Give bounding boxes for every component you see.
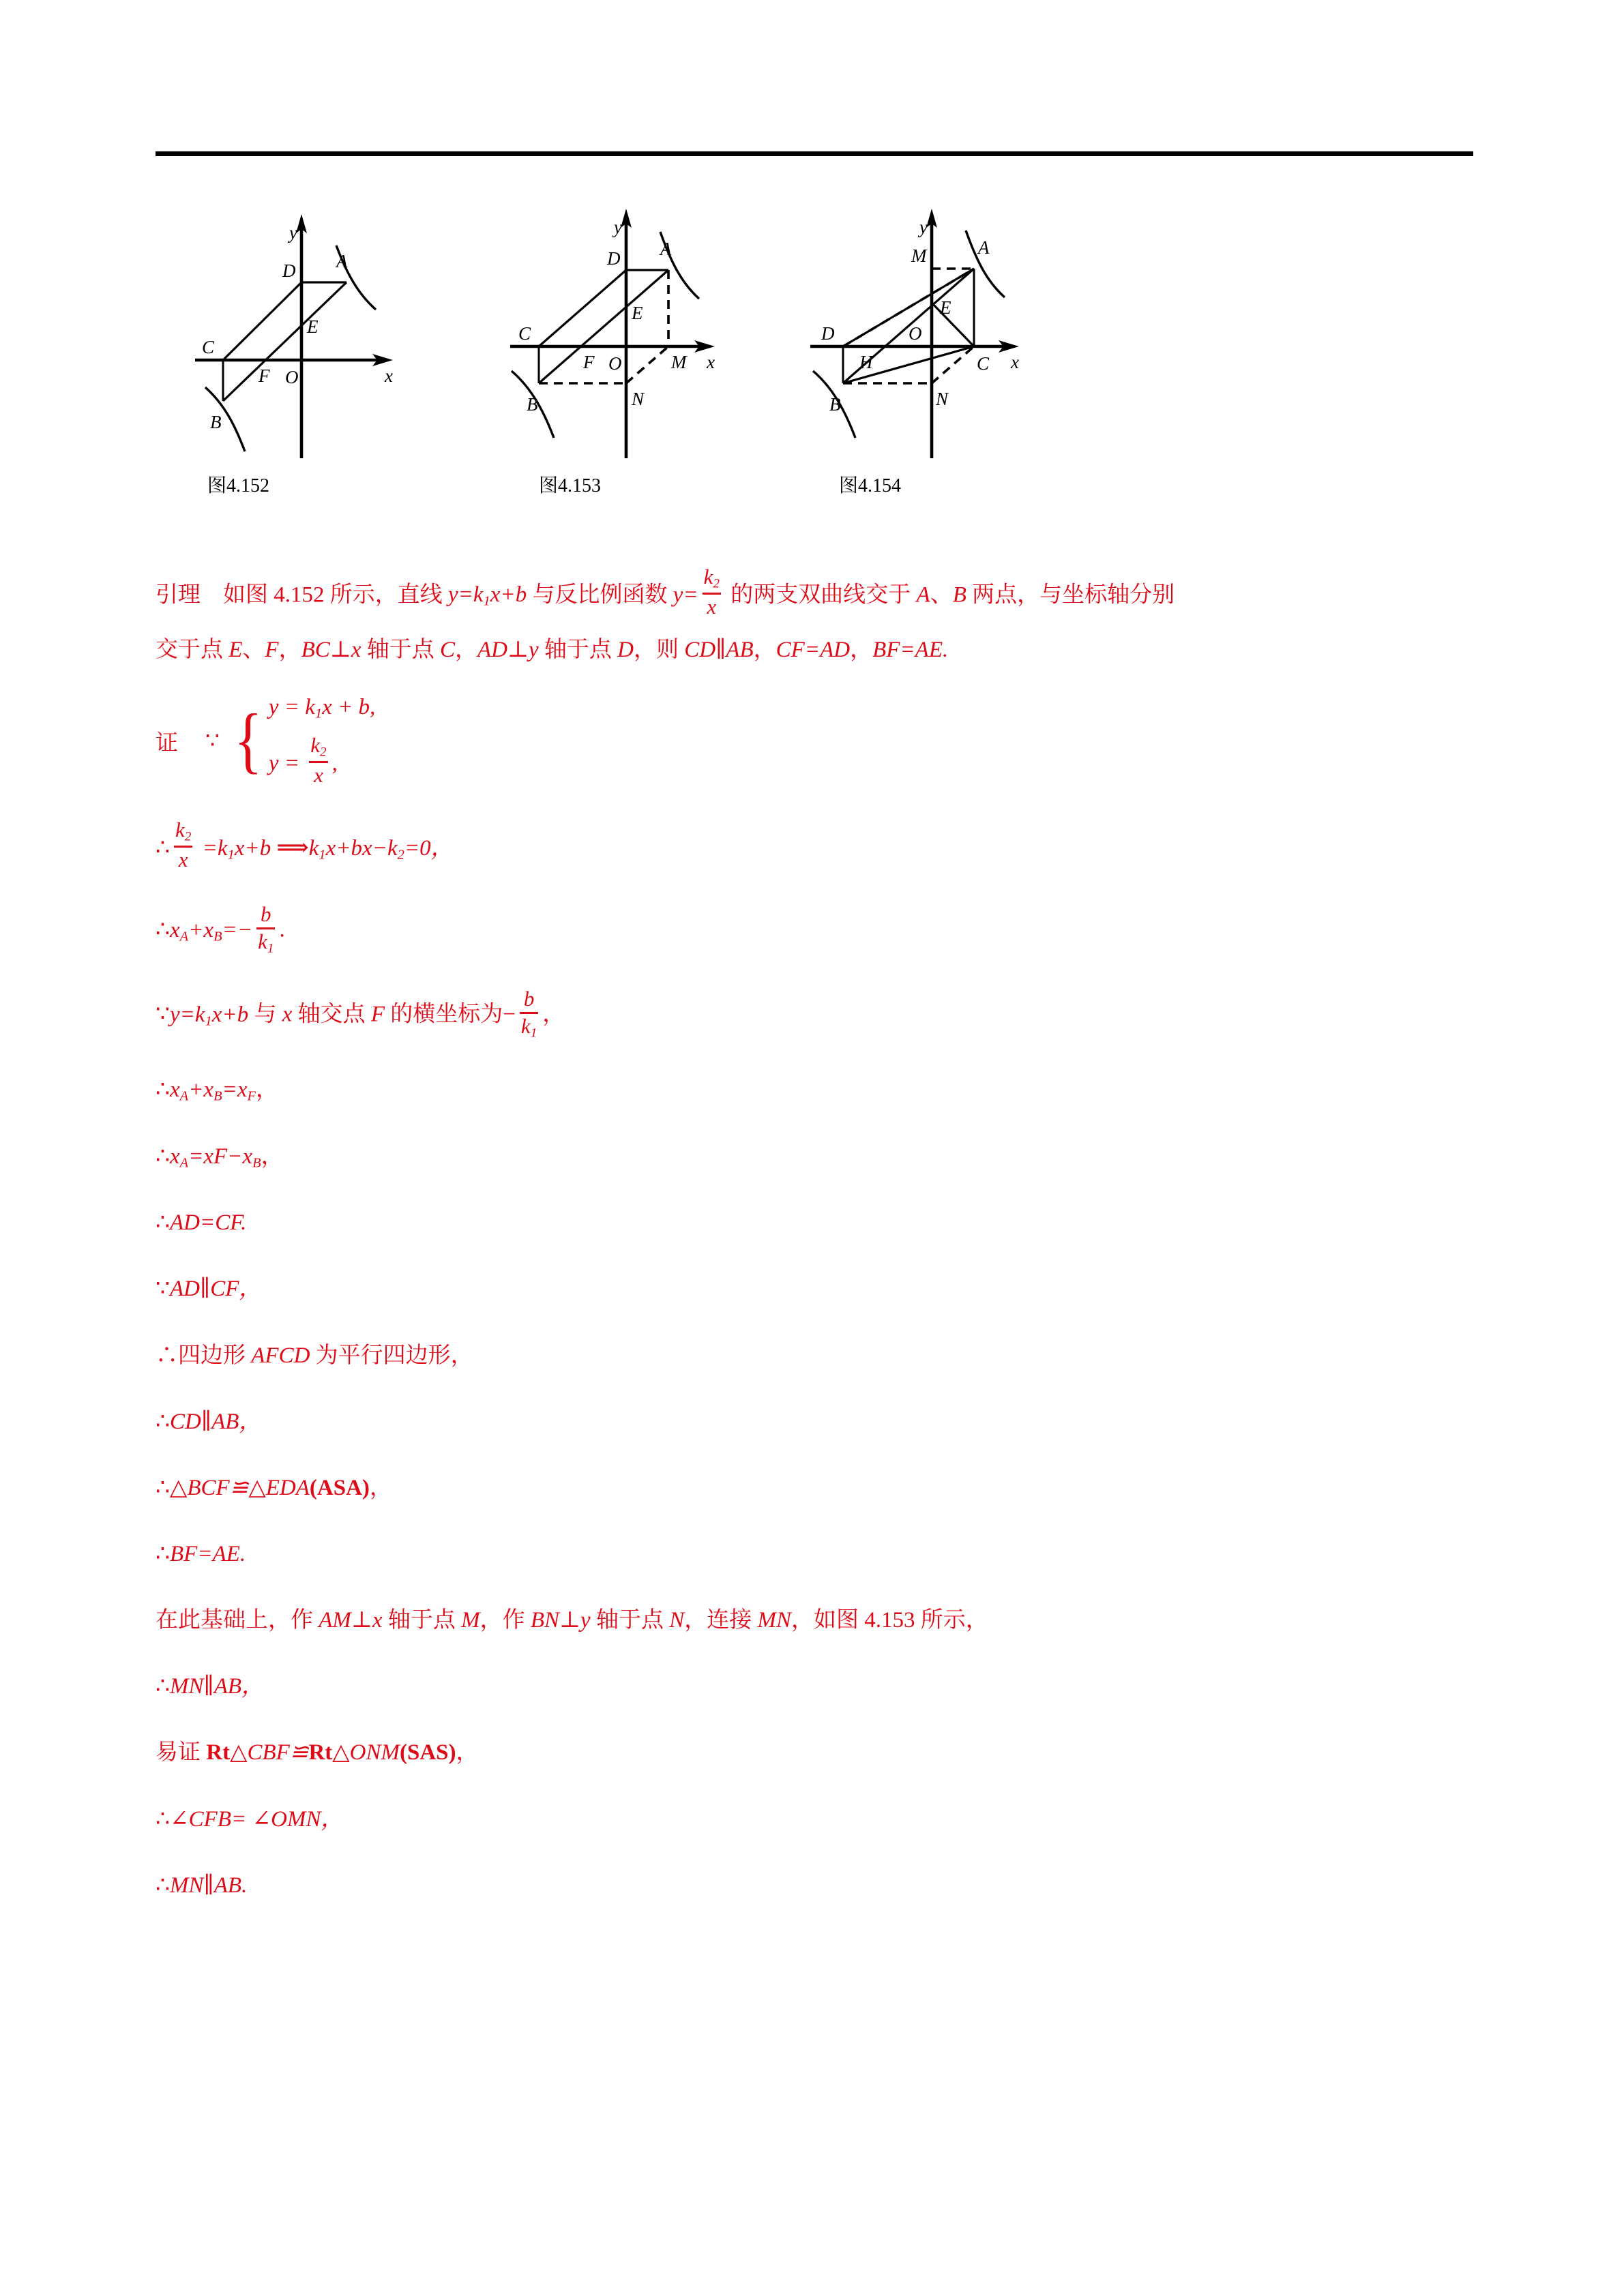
step-3-zh-c: 的横坐标为− (385, 1002, 516, 1027)
lemma-conclusion-2: CF=AD (776, 638, 851, 663)
step-12-text: MN∥AB， (170, 1674, 265, 1699)
step-5-marker: ∴ (156, 1144, 170, 1169)
system-row-2: y = $\frac{k_2}{x}$ , (268, 732, 338, 787)
system-brace: { (234, 700, 263, 781)
label-A: A (336, 251, 348, 271)
segment-CD (223, 282, 301, 360)
label-x-axis: x (707, 352, 715, 372)
step-12 (156, 1669, 1479, 1704)
lemma-point-B: B (952, 582, 966, 608)
lemma-text-1: 如图 4.152 所示，直线 (223, 582, 448, 608)
step-8-zh-post: 为平行四边形， (310, 1343, 473, 1368)
step-7 (156, 1272, 1479, 1307)
construction-zh-a: 在此基础上，作 (156, 1608, 319, 1633)
header-rule (156, 151, 1473, 156)
label-D: D (607, 248, 621, 269)
lemma-l2-i: ， (850, 638, 873, 663)
lemma-text-5: 两点，与坐标轴分别 (966, 582, 1175, 608)
step-9-marker: ∴ (156, 1409, 170, 1434)
step-11-text: BF=AE. (170, 1542, 246, 1566)
proof-word: 证 (156, 730, 178, 756)
lemma-paragraph (156, 566, 1479, 618)
step-4 (156, 1073, 1479, 1107)
label-F: F (259, 366, 270, 386)
lemma-perp-ad: AD⊥y (477, 638, 539, 663)
step-6-marker: ∴ (156, 1210, 170, 1236)
step-3-fraction: $\frac{b}{k_1}$ (520, 987, 537, 1041)
label-A: A (660, 239, 672, 259)
step-5-tail: ， (261, 1144, 284, 1169)
step-10-criterion: (ASA) (309, 1475, 370, 1500)
proof-body (156, 566, 1479, 1903)
step-15 (156, 1868, 1479, 1903)
lemma-sep-1: 、 (930, 582, 953, 608)
label-y-axis: y (614, 217, 622, 237)
lemma-l2-f: 轴于点 (538, 638, 618, 663)
step-13-zh-pre: 易证 (156, 1740, 207, 1765)
step-13 (156, 1735, 1479, 1770)
label-A: A (978, 237, 990, 258)
step-2-tail: . (279, 917, 285, 942)
step-3-pre: $y=k_1x+b$ (170, 1002, 249, 1029)
step-3 (156, 988, 1479, 1040)
figure-4-153-caption: 图4.153 (539, 475, 602, 496)
label-B: B (829, 394, 841, 415)
proof-system-block (156, 695, 1479, 786)
step-5 (156, 1139, 1479, 1174)
label-x-axis: x (385, 366, 393, 386)
figure-4-153-graphic (505, 185, 798, 472)
construction-bn-perp: BN⊥y (530, 1608, 591, 1633)
step-8-marker: ∴ (156, 1343, 178, 1368)
label-y-axis: y (289, 222, 297, 243)
label-E: E (632, 303, 643, 323)
construction-zh-e: ，连接 (684, 1608, 758, 1633)
step-13-tail: ， (456, 1740, 479, 1765)
lemma-point-C: C (439, 638, 455, 663)
step-3-zh-a: 与 (248, 1002, 282, 1027)
step-3-point-F: F (370, 1002, 385, 1027)
step-13-tri-a: △CBF≌ (230, 1740, 309, 1765)
step-2-marker: ∴ (156, 917, 170, 942)
step-11-marker: ∴ (156, 1542, 170, 1566)
lemma-fraction-k2-over-x: $\frac{k_2}{x}$ (703, 565, 720, 618)
step-9-text: CD∥AB， (170, 1409, 262, 1434)
label-x-axis: x (1011, 352, 1019, 372)
step-3-tail: ， (542, 1002, 565, 1027)
construction-segment-MN: MN (757, 1608, 791, 1633)
step-10 (156, 1471, 1479, 1506)
step-1 (156, 819, 1479, 871)
step-7-marker: ∵ (156, 1277, 170, 1302)
step-12-marker: ∴ (156, 1674, 170, 1699)
segment-EC (932, 303, 974, 346)
step-10-congruence: △BCF≌△EDA (170, 1475, 310, 1500)
segment-CD (539, 270, 626, 346)
step-13-rt-b: Rt (308, 1740, 333, 1765)
step-10-tail: ， (369, 1475, 392, 1500)
step-1-implies: ⟹ (276, 835, 309, 861)
step-1-tail-b: $k_1x+bx-k_2=0$， (308, 835, 454, 863)
label-D: D (821, 323, 835, 344)
lemma-l2-e: ， (454, 638, 477, 663)
step-8 (156, 1339, 1479, 1373)
figure-4-153 (505, 185, 798, 513)
lemma-l2-d: 轴于点 (361, 638, 440, 663)
step-2-lhs: $x_A+x_B=-$ (170, 917, 253, 944)
step-2 (156, 904, 1479, 955)
label-y-axis: y (919, 217, 928, 237)
figure-4-154-graphic (805, 185, 1098, 472)
construction-am-perp: AM⊥x (319, 1608, 383, 1633)
lemma-point-A: A (916, 582, 930, 608)
system-row-1: $y = k_1x + b$, (268, 695, 376, 721)
figure-row (156, 185, 1473, 513)
lemma-paragraph-line2 (156, 633, 1479, 668)
step-9 (156, 1405, 1479, 1440)
lemma-eq-line: $y=k_1x+b$ (448, 582, 527, 610)
figure-4-154-caption: 图4.154 (839, 475, 902, 496)
construction-zh-c: ，作 (479, 1608, 531, 1633)
lemma-l2-b: 、 (242, 638, 265, 663)
step-1-marker: ∴ (156, 835, 170, 861)
step-15-marker: ∴ (156, 1873, 170, 1898)
lemma-conclusion-3: BF=AE. (872, 638, 949, 663)
lemma-point-F: F (265, 638, 279, 663)
label-N: N (936, 389, 949, 409)
label-D: D (282, 260, 296, 281)
because-symbol: ∵ (205, 729, 220, 754)
segment-MN-dashed (626, 346, 668, 383)
step-14-text: ∠CFB= ∠OMN， (170, 1806, 344, 1832)
step-4-marker: ∴ (156, 1077, 170, 1103)
step-6 (156, 1206, 1479, 1240)
step-10-marker: ∴ (156, 1475, 170, 1500)
label-F: F (583, 352, 595, 372)
step-4-tail: ， (255, 1077, 278, 1103)
label-O: O (608, 353, 622, 374)
lemma-point-D: D (617, 638, 634, 663)
system-fraction-k2-over-x: $\frac{k_2}{x}$ (310, 732, 327, 787)
step-13-tri-b: △ONM (332, 1740, 400, 1765)
label-B: B (527, 394, 538, 415)
construction-point-M: M (461, 1608, 480, 1633)
step-13-rt-a: Rt (206, 1740, 231, 1765)
step-4-expr: $x_A+x_B=x_F$ (170, 1077, 256, 1105)
step-14-marker: ∴ (156, 1806, 170, 1832)
step-2-fraction: $\frac{b}{k_1}$ (258, 902, 274, 956)
label-H: H (859, 352, 873, 372)
lemma-label: 引理 (156, 582, 201, 608)
label-C: C (202, 337, 215, 357)
figure-4-152-graphic (168, 185, 461, 472)
construction-line (156, 1603, 1479, 1638)
label-N: N (632, 389, 645, 409)
lemma-text-3: 的两支双曲线交于 (725, 582, 917, 608)
label-M: M (671, 352, 687, 372)
step-15-text: MN∥AB. (170, 1873, 248, 1898)
step-7-text: AD∥CF， (170, 1277, 262, 1302)
step-5-expr: $x_A=xF-x_B$ (170, 1144, 261, 1171)
lemma-l2-a: 交于点 (156, 638, 229, 663)
step-6-text: AD=CF. (170, 1210, 247, 1236)
construction-zh-d: 轴于点 (590, 1608, 670, 1633)
construction-zh-f: ，如图 4.153 所示， (791, 1608, 988, 1633)
figure-4-152-caption: 图4.152 (207, 475, 270, 496)
lemma-text-2: 与反比例函数 (527, 582, 673, 608)
segment-AB (539, 270, 668, 383)
label-M: M (911, 245, 927, 266)
lemma-eq-inv-lhs: y= (673, 582, 698, 608)
step-3-zh-b: 轴交点 (292, 1002, 371, 1027)
step-3-marker: ∵ (156, 1002, 170, 1027)
label-O: O (909, 323, 922, 344)
step-3-var-x: x (282, 1002, 293, 1027)
lemma-l2-c: ， (278, 638, 301, 663)
lemma-point-E: E (228, 638, 243, 663)
step-1-tail-a: $=k_1x+b$ (196, 835, 277, 863)
step-8-quad-name: AFCD (251, 1343, 310, 1368)
lemma-l2-h: ， (753, 638, 776, 663)
construction-zh-b: 轴于点 (382, 1608, 462, 1633)
lemma-conclusion-1: CD∥AB (684, 638, 754, 663)
label-E: E (940, 297, 951, 318)
step-11 (156, 1537, 1479, 1572)
figure-4-154 (805, 185, 1098, 513)
label-E: E (307, 316, 319, 337)
label-C: C (518, 323, 531, 344)
label-O: O (285, 367, 299, 387)
equation-system (269, 695, 375, 786)
lemma-perp-bc: BC⊥x (301, 638, 361, 663)
step-8-zh-pre: 四边形 (178, 1343, 252, 1368)
step-13-criterion: (SAS) (399, 1740, 456, 1765)
label-B: B (210, 412, 222, 432)
lemma-l2-g: ，则 (633, 638, 685, 663)
construction-point-N: N (669, 1608, 685, 1633)
figure-4-152 (168, 185, 461, 513)
step-14 (156, 1802, 1479, 1837)
step-1-fraction: $\frac{k_2}{x}$ (175, 818, 192, 871)
label-C: C (977, 353, 990, 374)
